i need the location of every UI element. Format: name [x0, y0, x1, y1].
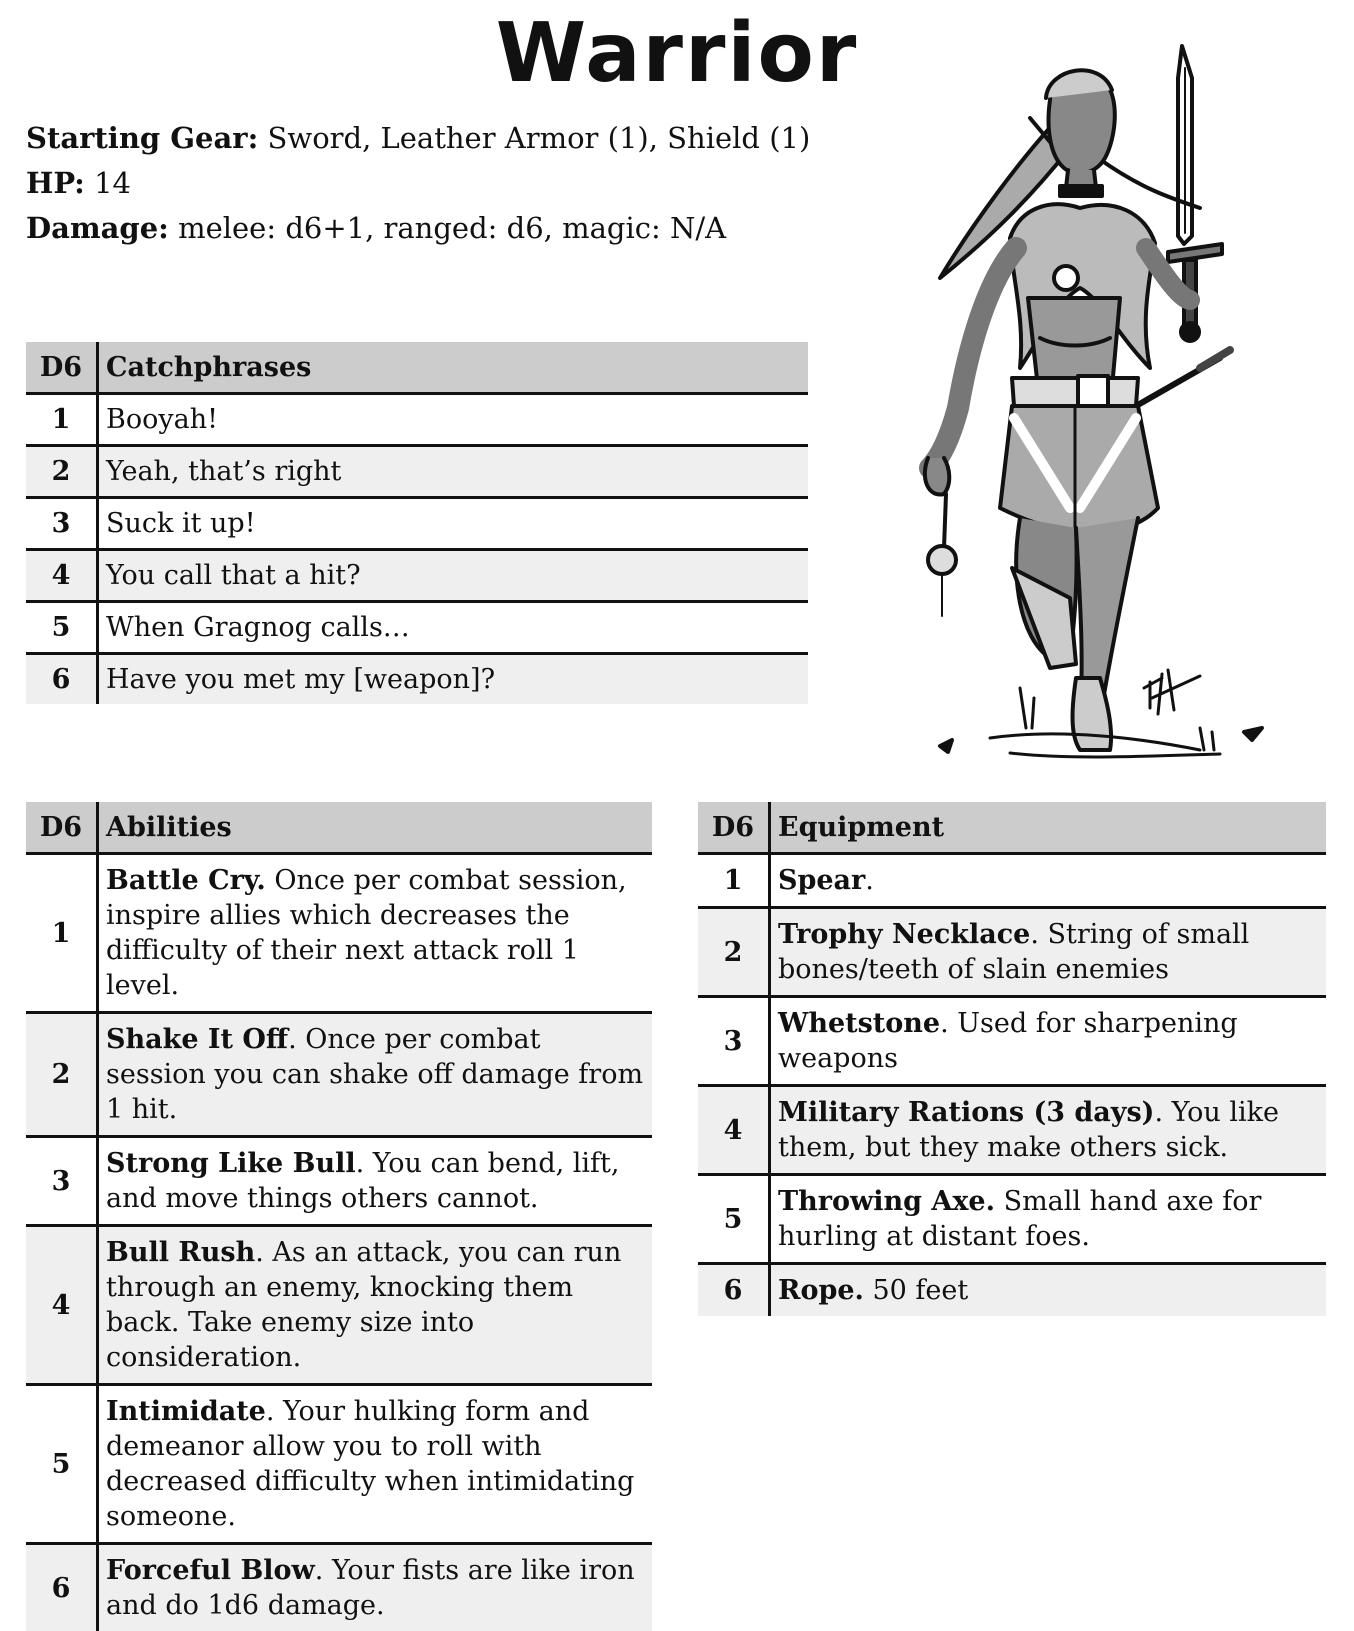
- equipment-name: Throwing Axe.: [778, 1186, 995, 1217]
- page-title: Warrior: [495, 6, 859, 101]
- starting-gear-value: Sword, Leather Armor (1), Shield (1): [258, 121, 811, 155]
- table-row: [26, 1545, 652, 1631]
- ability-entry: [99, 855, 652, 1011]
- equipment-entry: [771, 855, 1326, 906]
- equipment-description: Small hand axe for hurling at distant foes.: [778, 1186, 1262, 1252]
- equipment-description: . Used for sharpening weapons: [778, 1008, 1238, 1074]
- catchphrase-text: Yeah, that’s right: [106, 456, 342, 487]
- roll-number: 6: [26, 1545, 99, 1631]
- ability-name: Battle Cry.: [106, 865, 266, 896]
- catchphrase-text: Booyah!: [106, 404, 218, 435]
- hit-points: [26, 161, 810, 206]
- starting-gear: [26, 116, 810, 161]
- column-header: Equipment: [778, 811, 945, 843]
- table-row: [26, 1138, 652, 1227]
- table-row: [26, 1014, 652, 1138]
- warrior-illustration: [900, 38, 1280, 778]
- table-row: [698, 855, 1326, 909]
- equipment-entry: [771, 909, 1326, 995]
- equipment-description: .: [865, 865, 874, 896]
- table-header: [26, 802, 652, 855]
- abilities-table: [26, 802, 652, 1631]
- roll-number: 4: [26, 551, 99, 600]
- table-row: [26, 499, 808, 551]
- ability-name: Bull Rush: [106, 1237, 256, 1268]
- catchphrases-table: [26, 342, 808, 704]
- roll-number: 4: [26, 1227, 99, 1383]
- roll-number: 1: [698, 855, 771, 906]
- roll-number: 5: [26, 1386, 99, 1542]
- table-row: [26, 1386, 652, 1545]
- equipment-description: 50 feet: [863, 1275, 969, 1306]
- table-row: [698, 1265, 1326, 1316]
- equipment-name: Trophy Necklace: [778, 919, 1031, 950]
- table-row: [26, 603, 808, 655]
- table-row: [26, 447, 808, 499]
- roll-number: 3: [698, 998, 771, 1084]
- table-row: [698, 998, 1326, 1087]
- ability-entry: [99, 1138, 652, 1224]
- ability-name: Forceful Blow: [106, 1555, 315, 1586]
- roll-number: 5: [26, 603, 99, 652]
- equipment-name: Rope.: [778, 1275, 864, 1306]
- character-stats: [26, 116, 810, 251]
- equipment-description: . You like them, but they make others sick.: [778, 1097, 1279, 1163]
- die-column-header: D6: [698, 802, 771, 852]
- roll-number: 3: [26, 1138, 99, 1224]
- equipment-name: Whetstone: [778, 1008, 941, 1039]
- roll-number: 3: [26, 499, 99, 548]
- roll-number: 5: [698, 1176, 771, 1262]
- column-header: Catchphrases: [106, 351, 312, 383]
- column-header: Abilities: [106, 811, 232, 843]
- equipment-name: Military Rations (3 days): [778, 1097, 1155, 1128]
- starting-gear-label: Starting Gear:: [26, 121, 259, 155]
- ability-description: . As an attack, you can run through an enemy, knocking them back. Take enemy size into consideration.: [106, 1237, 622, 1373]
- equipment-name: Spear: [778, 865, 866, 896]
- ability-entry: [99, 1014, 652, 1135]
- ability-entry: [99, 1227, 652, 1383]
- equipment-description: . String of small bones/teeth of slain enemies: [778, 919, 1250, 985]
- damage-value: melee: d6+1, ranged: d6, magic: N/A: [168, 211, 727, 245]
- table-row: [26, 395, 808, 447]
- ability-description: . Your fists are like iron and do 1d6 damage.: [106, 1555, 635, 1621]
- equipment-entry: [771, 998, 1326, 1084]
- table-row: [26, 551, 808, 603]
- catchphrase-text: Have you met my [weapon]?: [106, 664, 496, 695]
- roll-number: 6: [698, 1265, 771, 1316]
- catchphrase-text: Suck it up!: [106, 508, 256, 539]
- ability-description: Once per combat session, inspire allies which decreases the difficulty of their next attack roll 1 level.: [106, 865, 627, 1001]
- ability-name: Intimidate: [106, 1396, 266, 1427]
- table-header: [26, 342, 808, 395]
- hp-value: 14: [84, 166, 132, 200]
- ability-name: Strong Like Bull: [106, 1148, 356, 1179]
- table-row: [26, 1227, 652, 1386]
- damage: [26, 206, 810, 251]
- equipment-entry: [771, 1265, 1326, 1316]
- equipment-entry: [771, 1176, 1326, 1262]
- table-row: [26, 855, 652, 1014]
- roll-number: 2: [26, 447, 99, 496]
- ability-name: Shake It Off: [106, 1024, 289, 1055]
- equipment-entry: [771, 1087, 1326, 1173]
- table-header: [698, 802, 1326, 855]
- roll-number: 1: [26, 395, 99, 444]
- roll-number: 4: [698, 1087, 771, 1173]
- table-row: [698, 1176, 1326, 1265]
- roll-number: 6: [26, 655, 99, 704]
- ability-description: . Your hulking form and demeanor allow you to roll with decreased difficulty when intimidating someone.: [106, 1396, 635, 1532]
- hp-label: HP:: [26, 166, 85, 200]
- ability-description: . You can bend, lift, and move things others cannot.: [106, 1148, 620, 1214]
- table-row: [698, 909, 1326, 998]
- catchphrase-text: When Gragnog calls…: [106, 612, 410, 643]
- roll-number: 2: [698, 909, 771, 995]
- ability-entry: [99, 1545, 652, 1631]
- ability-description: . Once per combat session you can shake off damage from 1 hit.: [106, 1024, 644, 1125]
- die-column-header: D6: [26, 802, 99, 852]
- roll-number: 1: [26, 855, 99, 1011]
- equipment-table: [698, 802, 1326, 1316]
- table-row: [698, 1087, 1326, 1176]
- ability-entry: [99, 1386, 652, 1542]
- roll-number: 2: [26, 1014, 99, 1135]
- catchphrase-text: You call that a hit?: [106, 560, 361, 591]
- damage-label: Damage:: [26, 211, 169, 245]
- table-row: [26, 655, 808, 704]
- die-column-header: D6: [26, 342, 99, 392]
